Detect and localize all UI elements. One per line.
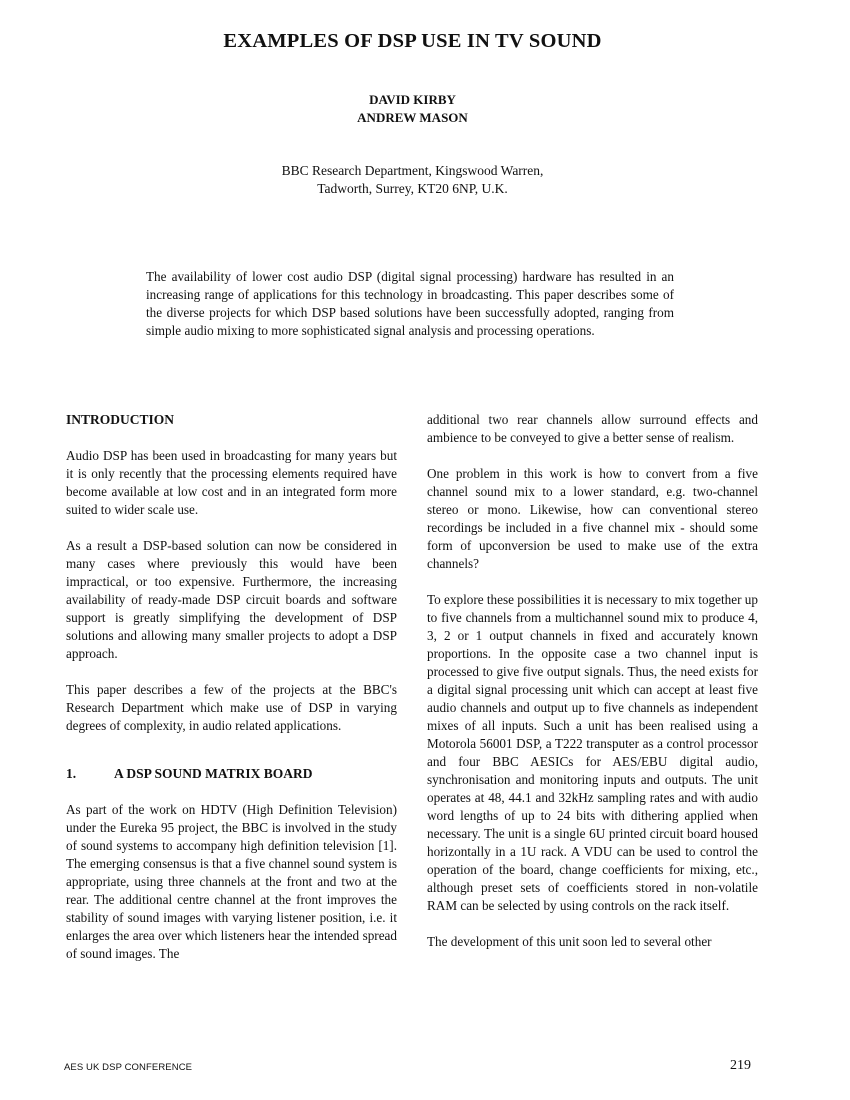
author-name: ANDREW MASON bbox=[357, 110, 468, 125]
paragraph: Audio DSP has been used in broadcasting for many years but it is only recently that the processing elements required have become available at low cost and in an integrated form more suited to wider scale use. bbox=[66, 448, 397, 517]
abstract: The availability of lower cost audio DSP (digital signal processing) hardware has resulted in an increasing range of applications for this technology in broadcasting. This paper describes some of the diverse projects for which DSP based solutions have been successfully adopted, ranging from simple audio mixing to more sophisticated signal analysis and processing operations. bbox=[146, 269, 674, 338]
paragraph: One problem in this work is how to convert from a five channel sound mix to a lower standard, e.g. two-channel stereo or mono. Likewise, how can conventional stereo recordings be included in a five channel mix - should some form of upconversion be used to make use of the extra channels? bbox=[427, 466, 758, 571]
author-list bbox=[0, 91, 825, 127]
paragraph: As a result a DSP-based solution can now be considered in many cases where previously this would have been impractical, or too expensive. Furthermore, the increasing availability of ready-made DSP circuit boards and software support is greatly simplifying the development of DSP solutions and allowing many smaller projects to adopt a DSP approach. bbox=[66, 538, 397, 661]
affiliation-line: Tadworth, Surrey, KT20 6NP, U.K. bbox=[317, 181, 508, 196]
author-name: DAVID KIRBY bbox=[369, 92, 456, 107]
section-heading-introduction: INTRODUCTION bbox=[66, 412, 175, 427]
section-title: A DSP SOUND MATRIX BOARD bbox=[114, 766, 313, 781]
page-number: 219 bbox=[730, 1058, 751, 1073]
right-column bbox=[427, 411, 758, 951]
affiliation-line: BBC Research Department, Kingswood Warren, bbox=[281, 163, 544, 178]
conference-footer: AES UK DSP CONFERENCE bbox=[64, 1062, 193, 1073]
paragraph: This paper describes a few of the projects at the BBC's Research Department which make use of DSP in varying degrees of complexity, in audio related applications. bbox=[66, 682, 397, 733]
paragraph: To explore these possibilities it is necessary to mix together up to five channels from a multichannel sound mix to produce 4, 3, 2 or 1 output channels in fixed and accurately known proportions. In the opposite case a two channel input is processed to give five output signals. Thus, the need exists for a digital signal processing unit which can accept at least five audio channels and output up to five channels as independent mixes of all inputs. Such a unit has been realised using a Motorola 56001 DSP, a T222 transputer as a control processor and four BBC AESICs for AES/EBU digital audio, synchronisation and monitoring inputs and outputs. The unit operates at 48, 44.1 and 32kHz sampling rates and with audio word lengths of up to 24 bits with dithering applied when necessary. The unit is a single 6U printed circuit board housed horizontally in a 1U rack. A VDU can be used to control the operation of the board, change coefficients for mixing, etc., although preset sets of coefficients stored in non-volatile RAM can be selected by using controls on the rack itself. bbox=[427, 592, 758, 913]
left-column bbox=[66, 411, 397, 963]
paper-title: EXAMPLES OF DSP USE IN TV SOUND bbox=[223, 30, 602, 52]
paragraph: additional two rear channels allow surround effects and ambience to be conveyed to give a better sense of realism. bbox=[427, 412, 758, 445]
section-number: 1. bbox=[66, 766, 77, 781]
paragraph: The development of this unit soon led to several other bbox=[427, 934, 712, 949]
section-heading-1 bbox=[66, 765, 397, 785]
paragraph: As part of the work on HDTV (High Definition Television) under the Eureka 95 project, the BBC is involved in the study of sound systems to accompany high definition television [1]. The emerging consensus is that a five channel sound system is appropriate, using three channels at the front and two at the rear. The additional centre channel at the front improves the stability of sound images with varying listener position, i.e. it enlarges the area over which listeners hear the intended spread of sound images. The bbox=[66, 802, 397, 961]
affiliation bbox=[0, 162, 825, 198]
